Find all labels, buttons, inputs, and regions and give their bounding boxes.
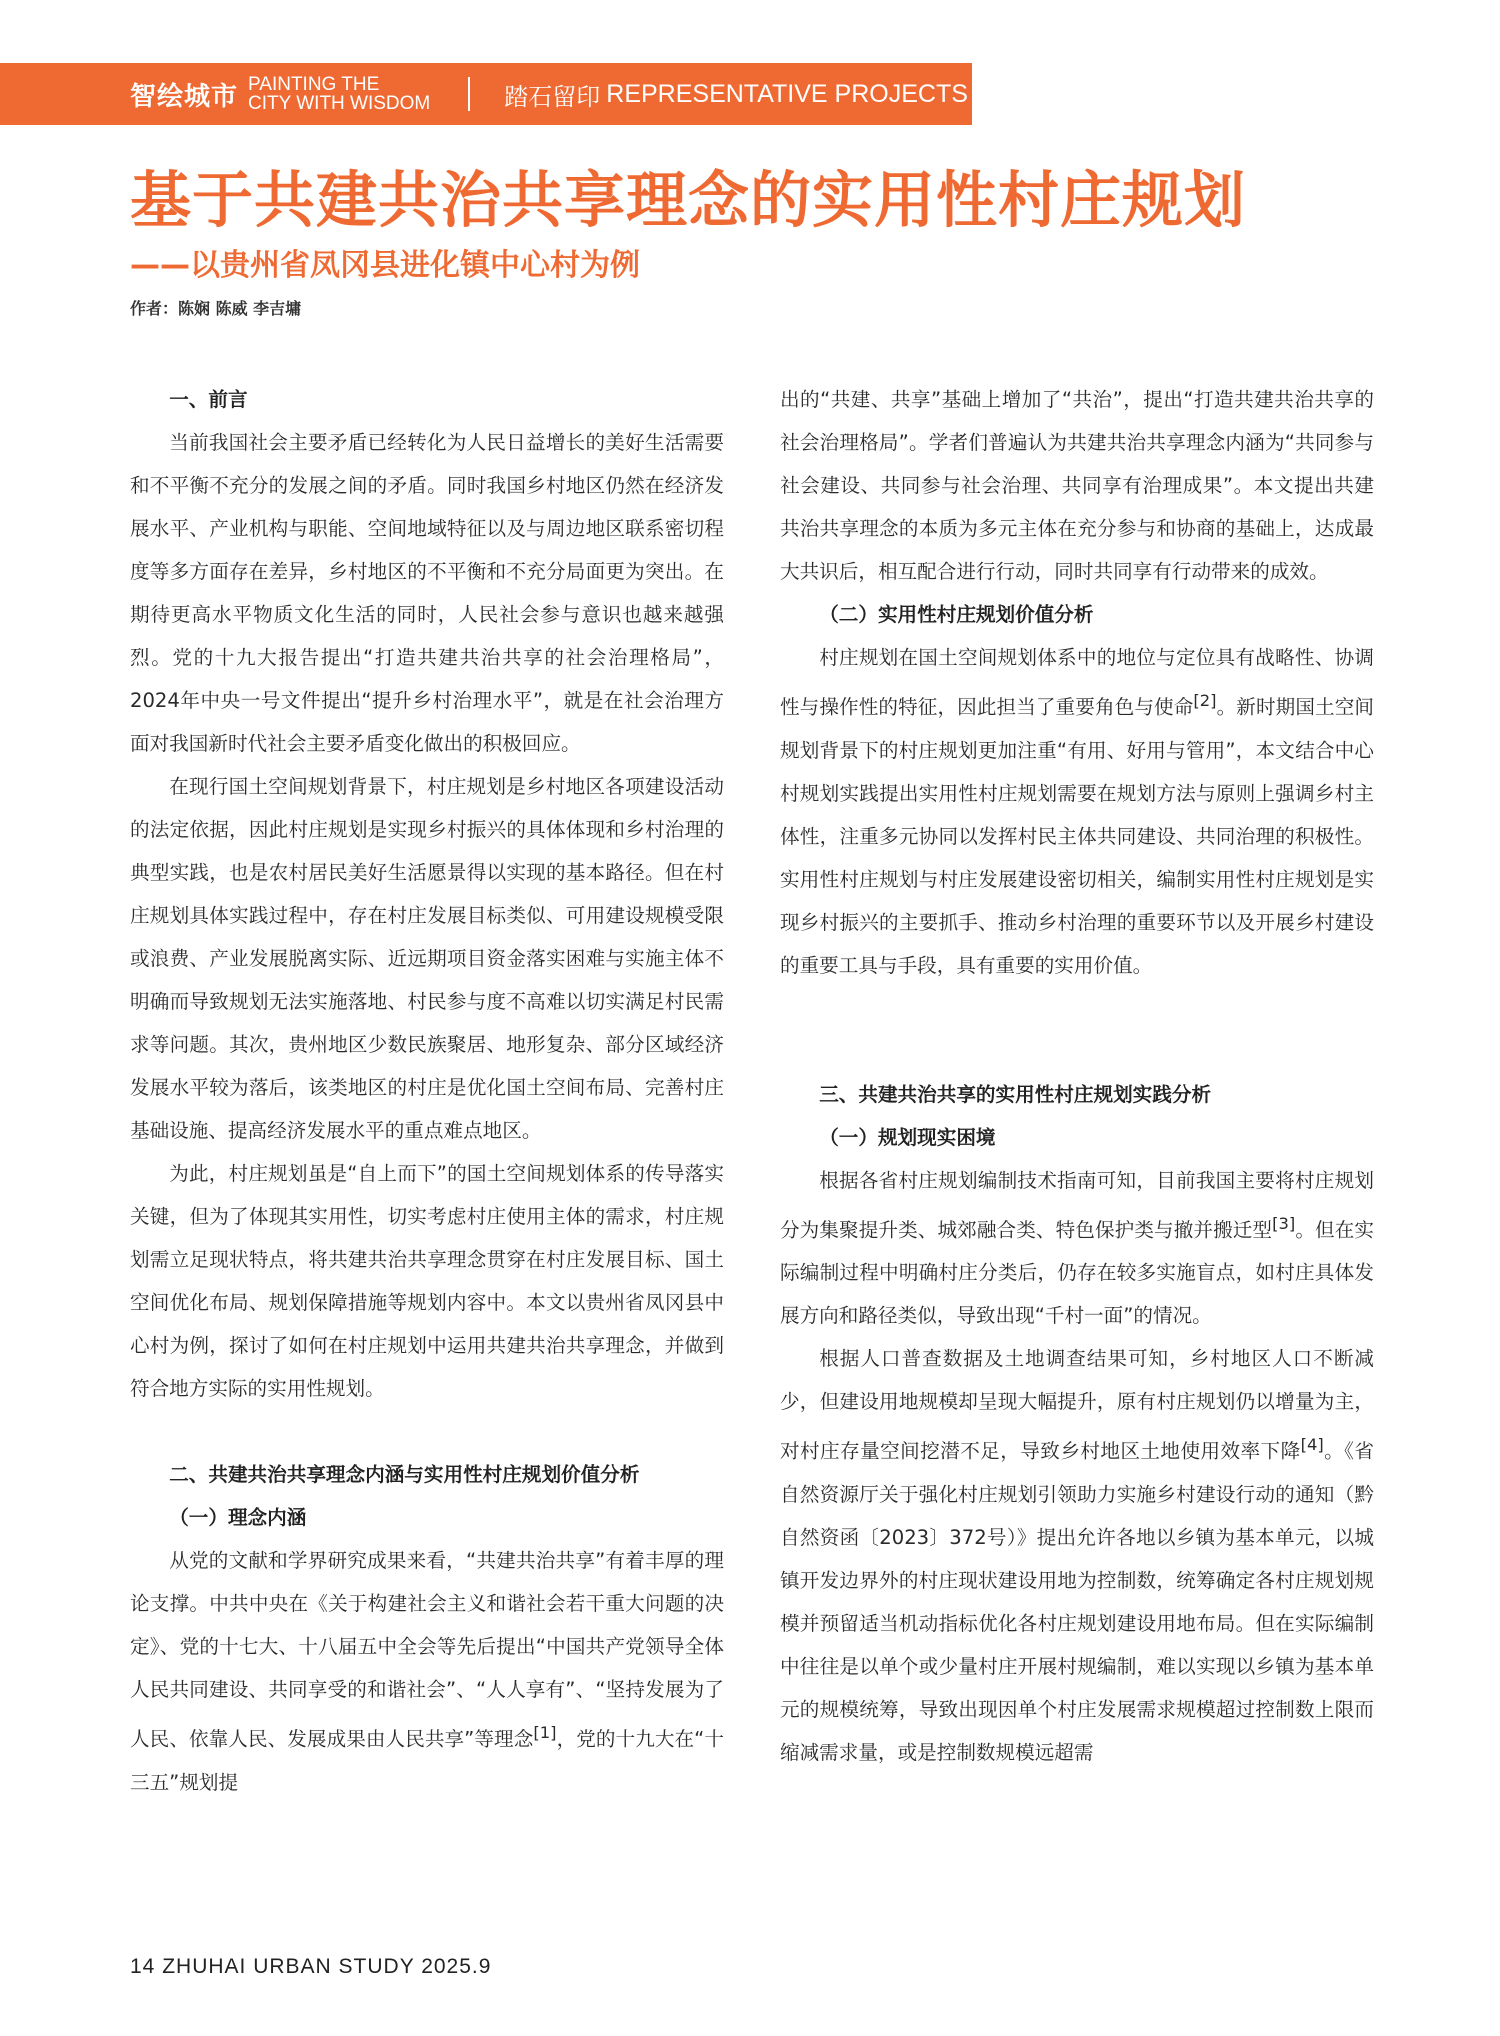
subsection-heading: （二）实用性村庄规划价值分析 xyxy=(819,603,1094,626)
page-number: 14 xyxy=(130,1955,156,1978)
right-column xyxy=(780,378,1374,1774)
paragraph-text: 村庄规划在国土空间规划体系中的地位与定位具有战略性、协调性与操作性的特征，因此担当了重要角色与使命 xyxy=(780,646,1374,719)
article-subtitle: ——以贵州省凤冈县进化镇中心村为例 xyxy=(130,248,640,283)
paragraph: 出的“共建、共享”基础上增加了“共治”，提出“打造共建共治共享的社会治理格局”。学者们普遍认为共建共治共享理念内涵为“共同参与社会建设、共同参与社会治理、共同享有治理成果”。本文提出共建共治共享理念的本质为多元主体在充分参与和协商的基础上，达成最大共识后，相互配合进行行动，同时共同享有行动带来的成效。 xyxy=(780,388,1374,583)
reference-marker: [3] xyxy=(1272,1213,1296,1233)
journal-name: ZHUHAI URBAN STUDY xyxy=(162,1955,415,1978)
paragraph-text: 从党的文献和学界研究成果来看，“共建共治共享”有着丰厚的理论支撑。中共中央在《关于构建社会主义和谐社会若干重大问题的决定》、党的十七大、十八届五中全会等先后提出“中国共产党领导全体人民共同建设、共同享受的和谐社会”、“人人享有”、“坚持发展为了人民、依靠人民、发展成果由人民共享”等理念 xyxy=(130,1549,724,1751)
reference-marker: [2] xyxy=(1193,691,1217,710)
issue-date: 2025.9 xyxy=(421,1955,492,1978)
section-banner xyxy=(0,63,972,125)
subsection-heading: （一）规划现实困境 xyxy=(819,1125,996,1149)
paragraph-text: 根据人口普查数据及土地调查结果可知，乡村地区人口不断减少，但建设用地规模却呈现大幅提升，原有村庄规划仍以增量为主，对村庄存量空间挖潜不足，导致乡村地区土地使用效率下降 xyxy=(780,1347,1374,1463)
section-heading-3: 三、共建共治共享的实用性村庄规划实践分析 xyxy=(819,1082,1212,1106)
banner-divider xyxy=(468,77,470,111)
paragraph: 在现行国土空间规划背景下，村庄规划是乡村地区各项建设活动的法定依据，因此村庄规划是实现乡村振兴的具体体现和乡村治理的典型实践，也是农村居民美好生活愿景得以实现的基本路径。但在村庄规划具体实践过程中，存在村庄发展目标类似、可用建设规模受限或浪费、产业发展脱离实际、近远期项目资金落实困难与实施主体不明确而导致规划无法实施落地、村民参与度不高难以切实满足村民需求等问题。其次，贵州地区少数民族聚居、地形复杂、部分区域经济发展水平较为落后，该类地区的村庄是优化国土空间布局、完善村庄基础设施、提高经济发展水平的重点难点地区。 xyxy=(130,775,724,1142)
reference-marker: [4] xyxy=(1300,1435,1324,1455)
brand-en-line1: PAINTING THE xyxy=(248,74,380,95)
paragraph xyxy=(130,1539,724,1804)
paragraph-text: 。新时期国土空间规划背景下的村庄规划更加注重“有用、好用与管用”，本文结合中心村规划实践提出实用性村庄规划需要在规划方法与原则上强调乡村主体性，注重多元协同以发挥村民主体共同建设、共同治理的积极性。实用性村庄规划与村庄发展建设密切相关，编制实用性村庄规划是实现乡村振兴的主要抓手、推动乡村治理的重要环节以及开展乡村建设的重要工具与手段，具有重要的实用价值。 xyxy=(780,695,1375,977)
paragraph xyxy=(780,1337,1374,1774)
paragraph-text: 。《省自然资源厅关于强化村庄规划引领助力实施乡村建设行动的通知（黔自然资函〔2023〕372号）》提出允许各地以乡镇为基本单元，以城镇开发边界外的村庄现状建设用地为控制数，统筹确定各村庄规划规模并预留适当机动指标优化各村庄规划建设用地布局。但在实际编制中往往是以单个或少量村庄开展村规编制，难以实现以乡镇为基本单元的规模统筹，导致出现因单个村庄发展需求规模超过控制数上限而缩减需求量，或是控制数规模远超需 xyxy=(780,1439,1375,1764)
paragraph: 当前我国社会主要矛盾已经转化为人民日益增长的美好生活需要和不平衡不充分的发展之间的矛盾。同时我国乡村地区仍然在经济发展水平、产业机构与职能、空间地域特征以及与周边地区联系密切程度等多方面存在差异，乡村地区的不平衡和不充分局面更为突出。在期待更高水平物质文化生活的同时，人民社会参与意识也越来越强烈。党的十九大报告提出“打造共建共治共享的社会治理格局”，2024年中央一号文件提出“提升乡村治理水平”，就是在社会治理方面对我国新时代社会主要矛盾变化做出的积极回应。 xyxy=(130,431,724,755)
left-column xyxy=(130,378,724,1804)
section-en: REPRESENTATIVE PROJECTS xyxy=(606,79,968,108)
paragraph-text: ，党的十九大在“十三五”规划提 xyxy=(130,1727,724,1794)
paragraph-text: 。但在实际编制过程中明确村庄分类后，仍存在较多实施盲点，如村庄具体发展方向和路径类似，导致出现“千村一面”的情况。 xyxy=(780,1218,1375,1328)
page-footer xyxy=(130,1955,491,1979)
paragraph xyxy=(780,1159,1374,1338)
article-title: 基于共建共治共享理念的实用性村庄规划 xyxy=(130,165,1247,236)
article-authors: 作者：陈娴 陈威 李吉墉 xyxy=(130,299,302,318)
section-heading-2: 二、共建共治共享理念内涵与实用性村庄规划价值分析 xyxy=(169,1463,640,1486)
paragraph xyxy=(780,636,1374,987)
paragraph-text: 根据各省村庄规划编制技术指南可知，目前我国主要将村庄规划分为集聚提升类、城郊融合类、特色保护类与撤并搬迁型 xyxy=(780,1168,1374,1242)
section-cn: 踏石留印 xyxy=(504,82,601,111)
subsection-heading: （一）理念内涵 xyxy=(169,1506,307,1529)
brand-cn: 智绘城市 xyxy=(130,81,239,112)
brand-en-line2: CITY WITH WISDOM xyxy=(248,93,431,114)
paragraph: 为此，村庄规划虽是“自上而下”的国土空间规划体系的传导落实关键，但为了体现其实用性，切实考虑村庄使用主体的需求，村庄规划需立足现状特点，将共建共治共享理念贯穿在村庄发展目标、国土空间优化布局、规划保障措施等规划内容中。本文以贵州省凤冈县中心村为例，探讨了如何在村庄规划中运用共建共治共享理念，并做到符合地方实际的实用性规划。 xyxy=(130,1162,724,1400)
section-heading-1: 一、前言 xyxy=(169,388,248,411)
reference-marker: [1] xyxy=(533,1723,557,1742)
brand-en xyxy=(248,75,430,113)
